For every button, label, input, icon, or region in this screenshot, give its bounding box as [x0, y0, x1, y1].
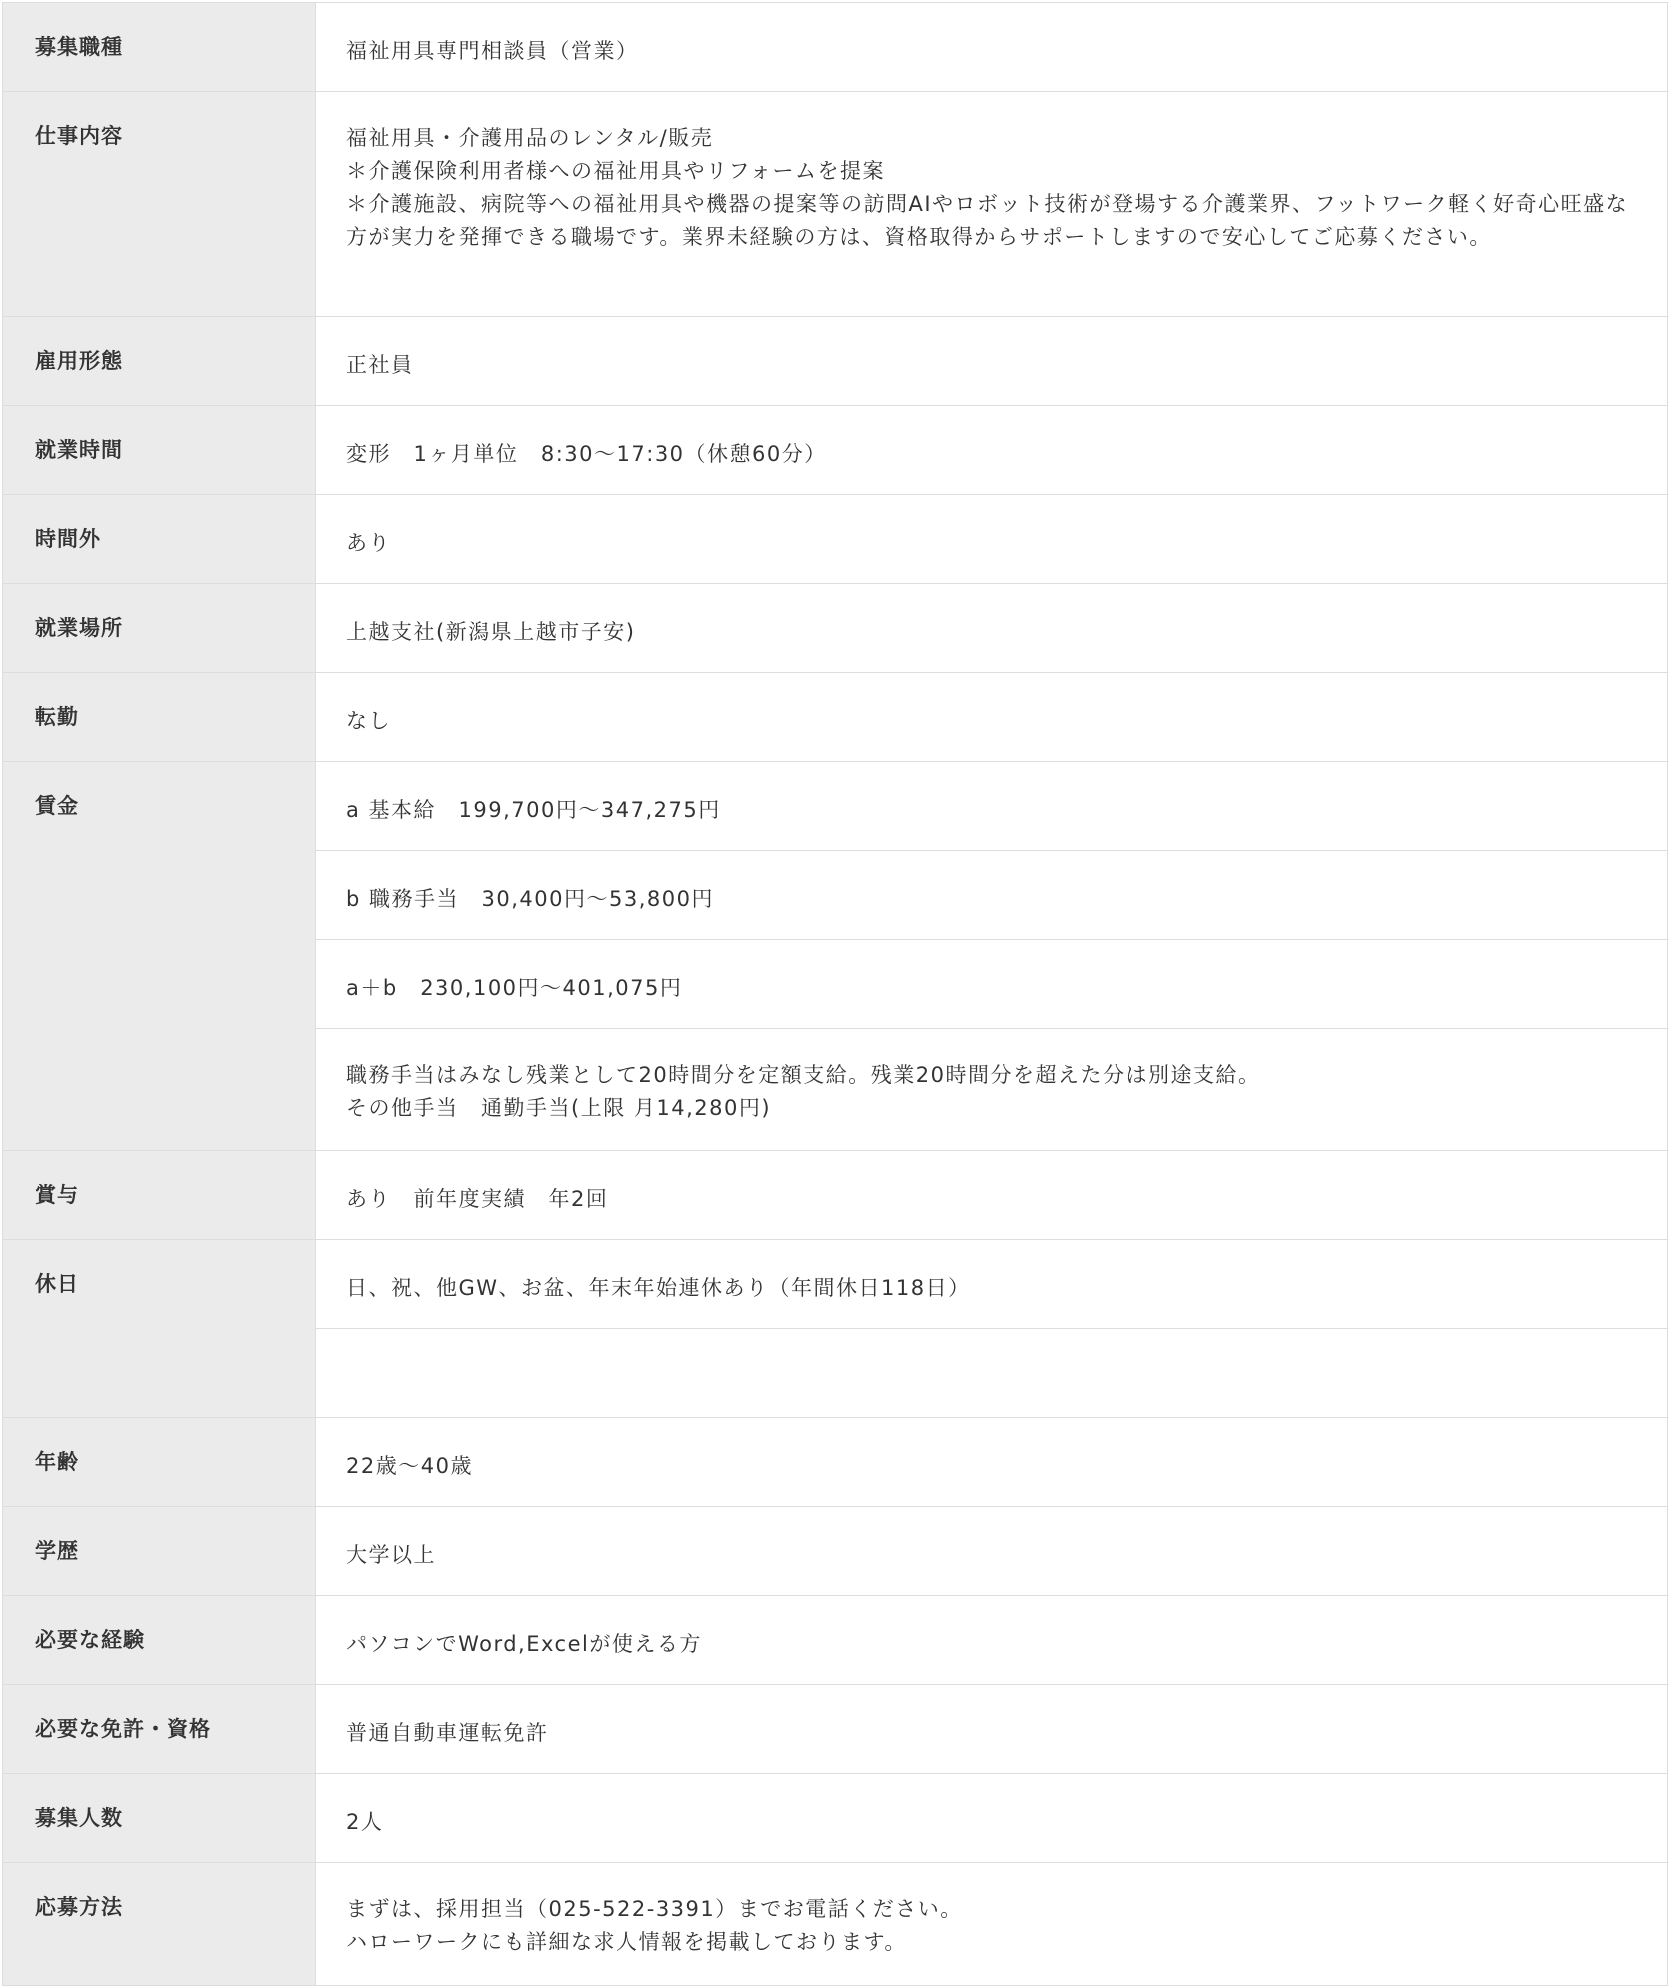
row-label: 募集職種 [3, 3, 316, 91]
value-text: ＊介護保険利用者様への福祉用具やリフォームを提案 [346, 159, 885, 183]
row-label: 就業場所 [3, 584, 316, 672]
row-required-license [3, 1685, 1668, 1774]
value-cell [316, 939, 1667, 1028]
row-label: 必要な免許・資格 [3, 1685, 316, 1773]
row-values [316, 1596, 1668, 1684]
empty-value-cell [316, 1328, 1667, 1417]
row-values [316, 673, 1668, 761]
row-values [316, 1774, 1668, 1862]
value-text: 正社員 [346, 353, 414, 377]
row-work-location [3, 584, 1668, 673]
row-required-experience [3, 1596, 1668, 1685]
row-values [316, 3, 1668, 91]
row-transfer [3, 673, 1668, 762]
row-holidays [3, 1240, 1668, 1418]
value-cell [316, 1240, 1667, 1328]
value-text: 上越支社(新潟県上越市子安) [346, 620, 636, 644]
value-cell [316, 1418, 1667, 1506]
row-education [3, 1507, 1668, 1596]
job-details-table [2, 2, 1668, 1986]
value-text: b 職務手当 30,400円～53,800円 [346, 887, 714, 911]
value-cell [316, 673, 1667, 761]
value-text: あり 前年度実績 年2回 [346, 1187, 609, 1211]
row-values [316, 584, 1668, 672]
value-text: その他手当 通勤手当(上限 月14,280円) [346, 1096, 772, 1120]
row-values [316, 1240, 1668, 1417]
row-label: 時間外 [3, 495, 316, 583]
row-values [316, 406, 1668, 494]
value-text: ＊介護施設、病院等への福祉用具や機器の提案等の訪問AIやロボット技術が登場する介護業界、フットワーク軽く好奇心旺盛な方が実力を発揮できる職場です。業界未経験の方は、資格取得からサポートしますので安心してご応募ください。 [346, 192, 1629, 249]
row-label: 転勤 [3, 673, 316, 761]
value-text: 福祉用具専門相談員（営業） [346, 39, 639, 63]
row-label: 仕事内容 [3, 92, 316, 316]
row-label: 賃金 [3, 762, 316, 1150]
row-openings [3, 1774, 1668, 1863]
row-salary [3, 762, 1668, 1151]
row-overtime [3, 495, 1668, 584]
row-values [316, 1507, 1668, 1595]
value-cell [316, 317, 1667, 405]
value-text: a＋b 230,100円～401,075円 [346, 976, 683, 1000]
value-cell [316, 584, 1667, 672]
row-values [316, 762, 1668, 1150]
value-text: 日、祝、他GW、お盆、年末年始連休あり（年間休日118日） [346, 1276, 971, 1300]
value-cell [316, 762, 1667, 850]
row-label: 必要な経験 [3, 1596, 316, 1684]
row-label: 就業時間 [3, 406, 316, 494]
value-text: ハローワークにも詳細な求人情報を掲載しております。 [346, 1930, 907, 1954]
row-values [316, 1863, 1668, 1985]
row-age [3, 1418, 1668, 1507]
value-text: 変形 1ヶ月単位 8:30～17:30（休憩60分） [346, 442, 827, 466]
row-label: 年齢 [3, 1418, 316, 1506]
row-label: 応募方法 [3, 1863, 316, 1985]
value-text: 22歳～40歳 [346, 1454, 473, 1478]
value-cell [316, 1507, 1667, 1595]
row-working-hours [3, 406, 1668, 495]
value-cell [316, 1685, 1667, 1773]
row-values [316, 1418, 1668, 1506]
value-cell [316, 1028, 1667, 1150]
value-cell [316, 3, 1667, 91]
row-label: 休日 [3, 1240, 316, 1417]
row-job-title [3, 3, 1668, 92]
row-job-description [3, 92, 1668, 317]
value-cell [316, 1863, 1667, 1985]
row-values [316, 495, 1668, 583]
row-bonus [3, 1151, 1668, 1240]
value-text: あり [346, 531, 391, 555]
value-cell [316, 495, 1667, 583]
row-application-method [3, 1863, 1668, 1986]
row-values [316, 317, 1668, 405]
value-text: 2人 [346, 1810, 384, 1834]
row-label: 募集人数 [3, 1774, 316, 1862]
value-text: パソコンでWord,Excelが使える方 [346, 1632, 702, 1656]
row-values [316, 1151, 1668, 1239]
value-text: 大学以上 [346, 1543, 436, 1567]
value-text: 普通自動車運転免許 [346, 1721, 549, 1745]
value-cell [316, 406, 1667, 494]
value-text: なし [346, 709, 391, 733]
row-label: 雇用形態 [3, 317, 316, 405]
value-cell [316, 850, 1667, 939]
row-values [316, 1685, 1668, 1773]
value-cell [316, 1774, 1667, 1862]
value-text: まずは、採用担当（025-522-3391）までお電話ください。 [346, 1897, 963, 1921]
value-text: 福祉用具・介護用品のレンタル/販売 [346, 126, 714, 150]
row-values [316, 92, 1668, 316]
row-label: 賞与 [3, 1151, 316, 1239]
value-cell [316, 92, 1667, 316]
value-text: a 基本給 199,700円～347,275円 [346, 798, 721, 822]
value-text: 職務手当はみなし残業として20時間分を定額支給。残業20時間分を超えた分は別途支給。 [346, 1063, 1261, 1087]
row-employment-type [3, 317, 1668, 406]
row-label: 学歴 [3, 1507, 316, 1595]
value-cell [316, 1596, 1667, 1684]
value-cell [316, 1151, 1667, 1239]
